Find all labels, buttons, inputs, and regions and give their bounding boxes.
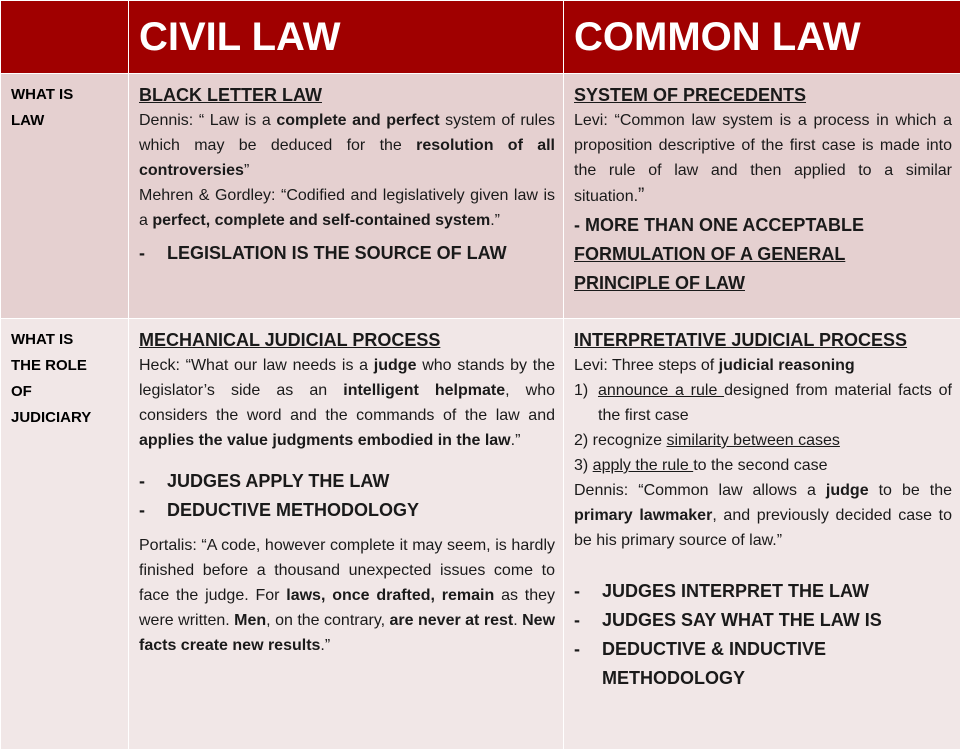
- dennis-common-law-quote: Dennis: “Common law allows a judge to be the primary lawmaker, and previously decided case to be his primary source of law.”: [574, 478, 952, 553]
- civil-law-definition: [129, 74, 564, 319]
- black-letter-law-title: BLACK LETTER LAW: [139, 82, 555, 108]
- portalis-quote: Portalis: “A code, however complete it may seem, is hardly finished before a thousand unexpected issues come to face the judge. For laws, once drafted, remain as they were written. Men, on the contrary, are never at rest. New facts create new results.”: [139, 533, 555, 658]
- step-1: 1) announce a rule designed from material facts of the first case: [574, 378, 952, 428]
- legislation-bullet: - LEGISLATION IS THE SOURCE OF LAW: [139, 239, 555, 268]
- header-row: [1, 1, 960, 74]
- civil-law-heading: CIVIL LAW: [129, 1, 564, 74]
- header-corner: [1, 1, 129, 74]
- row-what-is-law: [1, 74, 960, 319]
- deductive-inductive-bullet: - DEDUCTIVE & INDUCTIVE METHODOLOGY: [574, 635, 952, 693]
- common-law-heading: COMMON LAW: [564, 1, 960, 74]
- dennis-quote: Dennis: “ Law is a complete and perfect system of rules which may be deduced for the resolution of all controversies”: [139, 108, 555, 183]
- deductive-bullet: - DEDUCTIVE METHODOLOGY: [139, 496, 555, 525]
- interpretative-judicial-process-title: INTERPRETATIVE JUDICIAL PROCESS: [574, 327, 952, 353]
- civil-law-judiciary: [129, 319, 564, 750]
- mechanical-judicial-process-title: MECHANICAL JUDICIAL PROCESS: [139, 327, 555, 353]
- heck-quote: Heck: “What our law needs is a judge who stands by the legislator’s side as an intelligent helpmate, who considers the word and the commands of the law and applies the value judgments embodied in the law.”: [139, 353, 555, 453]
- row-role-of-judiciary: [1, 319, 960, 750]
- mehren-gordley-quote: Mehren & Gordley: “Codified and legislatively given law is a perfect, complete and self-contained system.”: [139, 183, 555, 233]
- row-label-role-of-judiciary: WHAT IS THE ROLE OF JUDICIARY: [1, 319, 129, 750]
- judges-apply-bullet: - JUDGES APPLY THE LAW: [139, 467, 555, 496]
- row-label-what-is-law: WHAT IS LAW: [1, 74, 129, 319]
- levi-quote: Levi: “Common law system is a process in which a proposition descriptive of the first case is made into the rule of law and then applied to a similar situation.”: [574, 108, 952, 209]
- common-law-definition: [564, 74, 960, 319]
- common-law-judiciary: [564, 319, 960, 750]
- judges-interpret-bullet: - JUDGES INTERPRET THE LAW: [574, 577, 952, 606]
- system-of-precedents-title: SYSTEM OF PRECEDENTS: [574, 82, 952, 108]
- step-2: 2) recognize similarity between cases: [574, 428, 952, 453]
- levi-steps-intro: Levi: Three steps of judicial reasoning: [574, 353, 952, 378]
- judges-say-bullet: - JUDGES SAY WHAT THE LAW IS: [574, 606, 952, 635]
- acceptable-formulation-note: - MORE THAN ONE ACCEPTABLE FORMULATION OF A GENERAL PRINCIPLE OF LAW: [574, 211, 952, 298]
- step-3: 3) apply the rule to the second case: [574, 453, 952, 478]
